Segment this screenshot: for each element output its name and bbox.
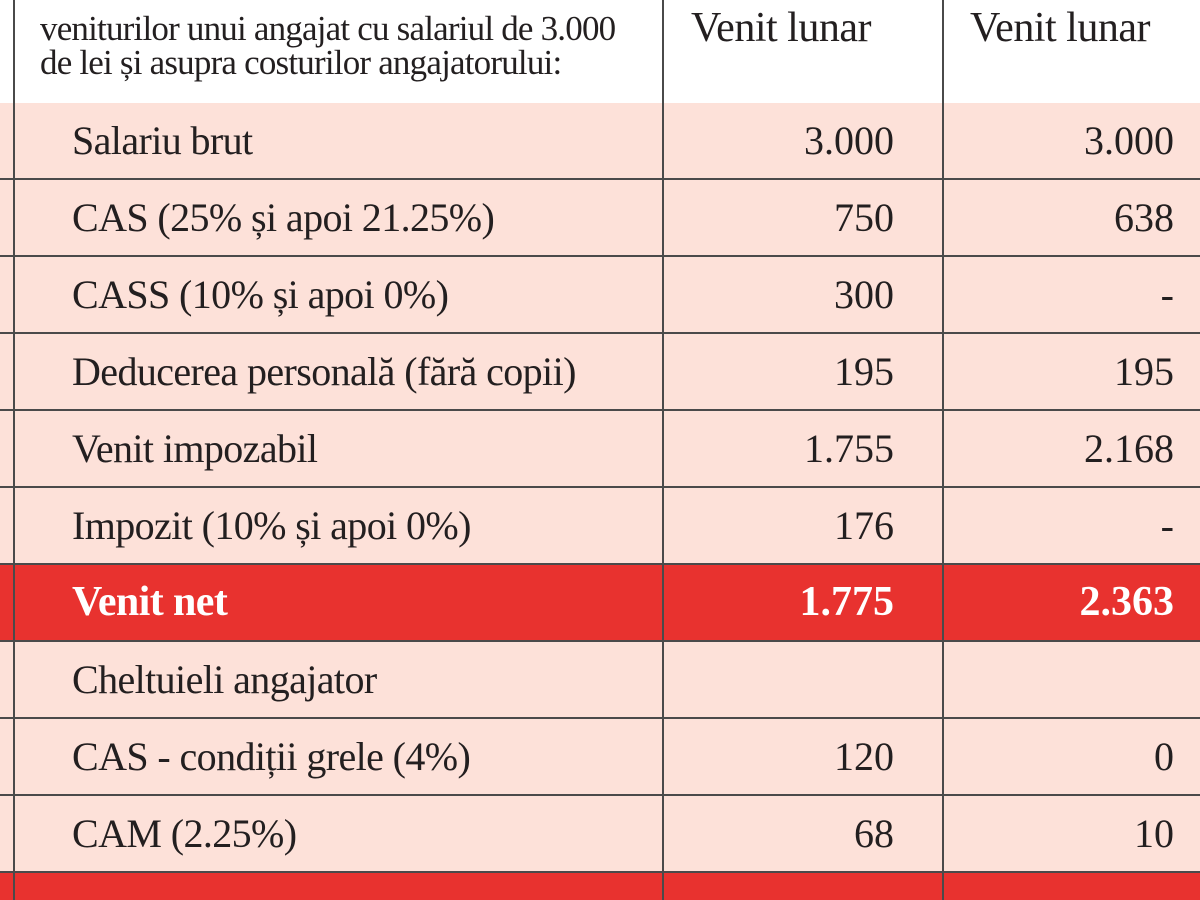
column-divider-2 <box>942 0 944 900</box>
table-row-cam <box>0 796 1200 873</box>
row-value-1 <box>664 873 894 900</box>
row-value-2: - <box>1160 272 1174 317</box>
table-intro-text <box>40 0 640 80</box>
row-value-1 <box>664 642 894 717</box>
table-row-salariu-brut <box>0 103 1200 180</box>
row-label: CAM (2.25%) <box>72 811 297 856</box>
row-value-2 <box>944 642 1174 717</box>
table-row-cas-conditii-grele <box>0 719 1200 796</box>
row-label: CASS (10% și apoi 0%) <box>72 272 449 317</box>
table-row-cass <box>0 257 1200 334</box>
row-value-2: - <box>1160 503 1174 548</box>
row-value-1: 1.775 <box>799 579 894 625</box>
column-header-2: Venit lunar <box>970 5 1150 51</box>
row-value-2: 638 <box>1114 195 1174 240</box>
column-header-1: Venit lunar <box>691 5 871 51</box>
row-value-1: 3.000 <box>804 118 894 163</box>
row-value-2: 10 <box>1134 811 1174 856</box>
row-label: Deducerea personală (fără copii) <box>72 349 576 394</box>
table-border-left <box>13 0 15 900</box>
row-value-2: 3.000 <box>1084 118 1174 163</box>
row-value-2: 2.168 <box>1084 426 1174 471</box>
table-row-total-cropped <box>0 873 1200 900</box>
table-row-venit-net <box>0 565 1200 642</box>
row-label: Venit net <box>72 579 228 625</box>
row-value-1: 120 <box>834 734 894 779</box>
row-label: Venit impozabil <box>72 426 318 471</box>
row-value-2: 195 <box>1114 349 1174 394</box>
row-value-1: 195 <box>834 349 894 394</box>
row-label: Salariu brut <box>72 118 253 163</box>
row-label: Cheltuieli angajator <box>72 657 377 702</box>
table-row-cheltuieli-angajator <box>0 642 1200 719</box>
intro-line-2: de lei și asupra costurilor angajatorului: <box>40 43 562 82</box>
row-value-1: 750 <box>834 195 894 240</box>
row-value-2: 2.363 <box>1079 579 1174 625</box>
row-label: Impozit (10% și apoi 0%) <box>72 503 471 548</box>
row-value-1: 176 <box>834 503 894 548</box>
intro-line-1: veniturilor unui angajat cu salariul de 3.000 <box>40 9 616 48</box>
table-row-deducere <box>0 334 1200 411</box>
row-label: CAS (25% și apoi 21.25%) <box>72 195 495 240</box>
table-row-venit-impozabil <box>0 411 1200 488</box>
table-row-impozit <box>0 488 1200 565</box>
row-value-1: 1.755 <box>804 426 894 471</box>
row-value-2 <box>944 873 1174 900</box>
table-header <box>0 0 1200 105</box>
row-value-1: 300 <box>834 272 894 317</box>
row-value-1: 68 <box>854 811 894 856</box>
row-value-2: 0 <box>1154 734 1174 779</box>
row-label: CAS - condiții grele (4%) <box>72 734 471 779</box>
table-row-cas <box>0 180 1200 257</box>
column-divider-1 <box>662 0 664 900</box>
